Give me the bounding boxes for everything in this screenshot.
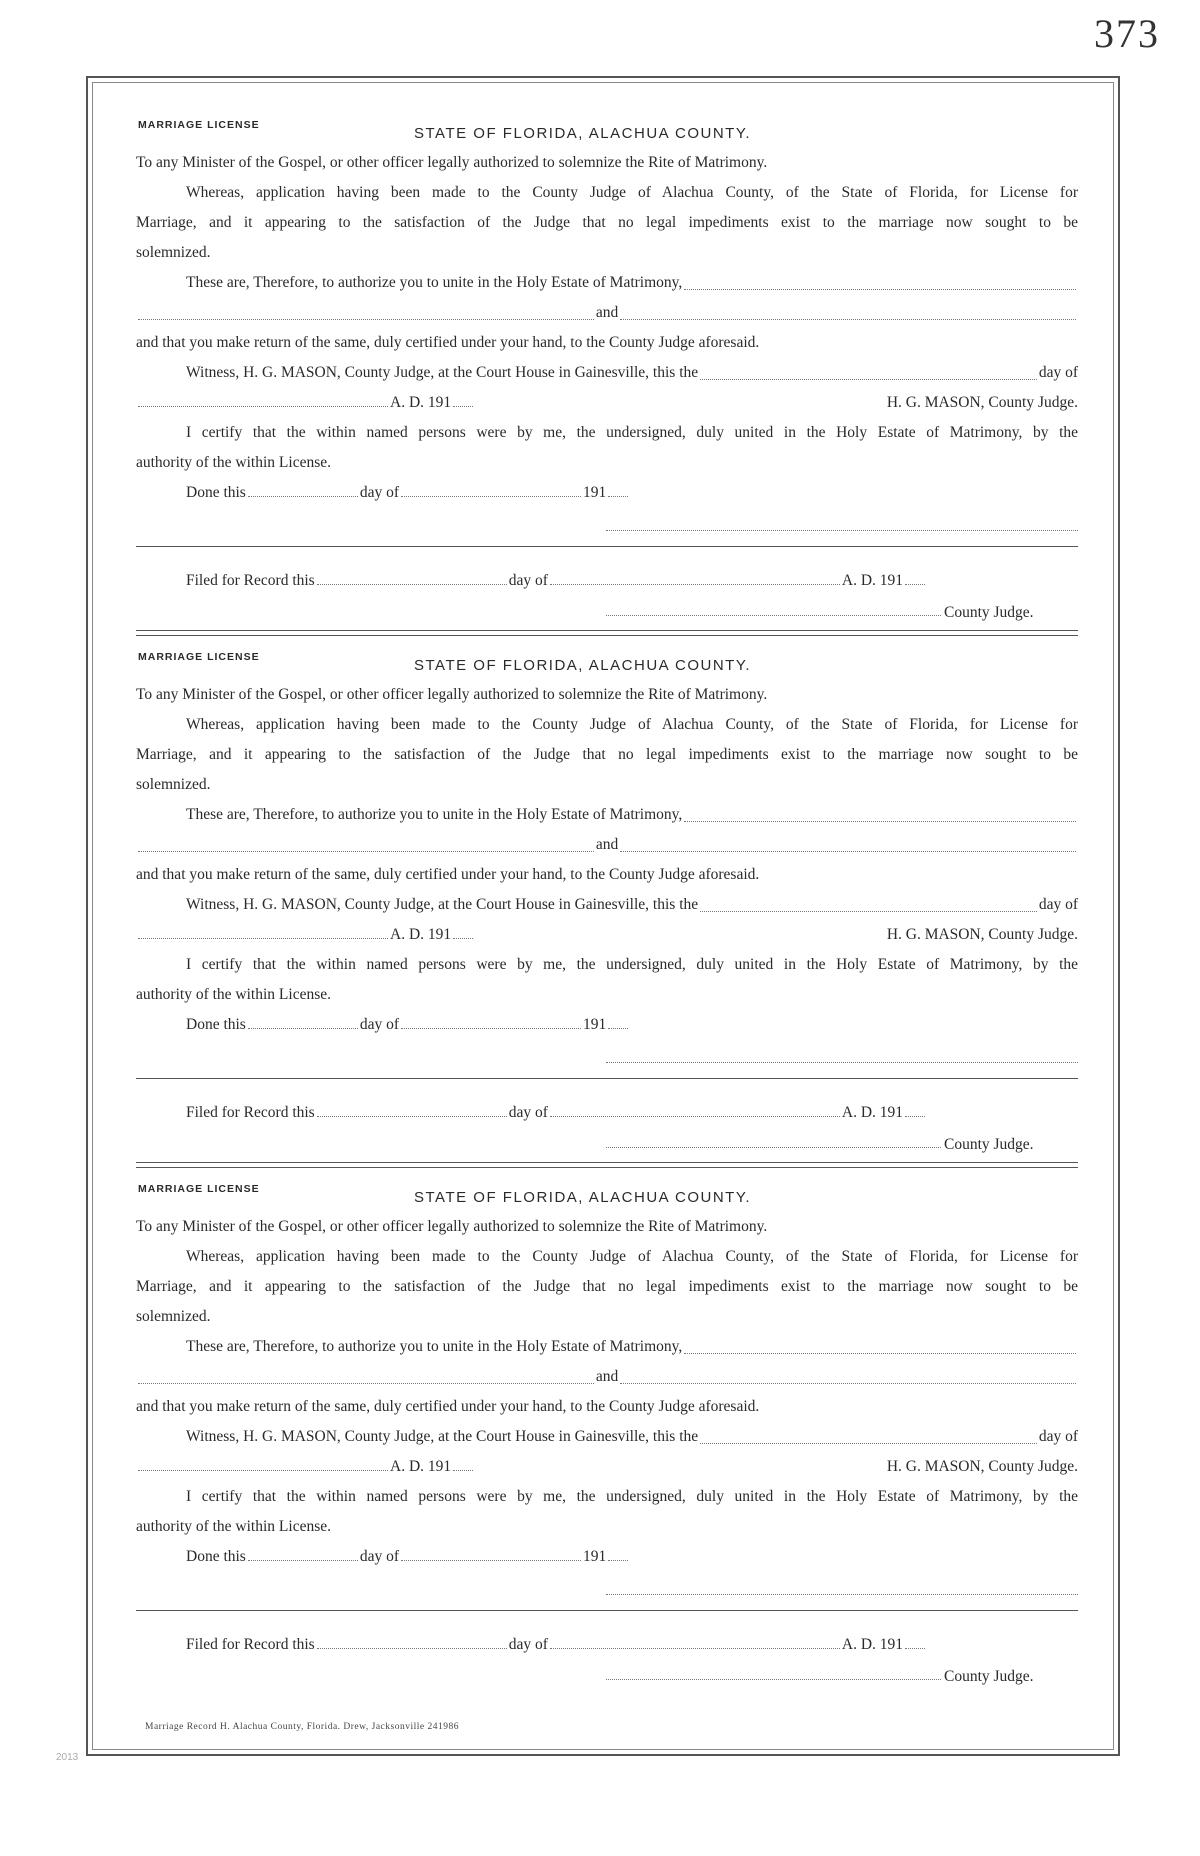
- and-word: and: [595, 304, 619, 321]
- done-year-blank[interactable]: [608, 1560, 628, 1561]
- license-title: STATE OF FLORIDA, ALACHUA COUNTY.: [414, 1189, 752, 1206]
- whereas-line: Whereas, application having been made to the County Judge of Alachua County, of the State of Florida, for License for: [186, 184, 1078, 201]
- and-word: and: [595, 836, 619, 853]
- filed-ad-label: A. D. 191: [841, 1636, 904, 1653]
- filed-label: Filed for Record this: [186, 1104, 315, 1121]
- county-judge-label: County Judge.: [944, 1136, 1034, 1153]
- officiant-signature-blank[interactable]: [606, 1594, 1078, 1595]
- done-day-of-label: day of: [359, 1016, 400, 1033]
- witness-line: Witness, H. G. MASON, County Judge, at the Court House in Gainesville, this the: [186, 896, 699, 913]
- done-this-label: Done this: [186, 1548, 246, 1565]
- done-day-blank[interactable]: [248, 1560, 358, 1561]
- month-blank[interactable]: [138, 1470, 388, 1471]
- license-label: MARRIAGE LICENSE: [138, 1183, 260, 1195]
- return-line: and that you make return of the same, duly certified under your hand, to the County Judge aforesaid.: [136, 866, 760, 883]
- return-line: and that you make return of the same, duly certified under your hand, to the County Judge aforesaid.: [136, 334, 760, 351]
- county-judge-label: County Judge.: [944, 1668, 1034, 1685]
- filed-label: Filed for Record this: [186, 572, 315, 589]
- month-blank[interactable]: [138, 406, 388, 407]
- done-year-blank[interactable]: [608, 496, 628, 497]
- certify-line: I certify that the within named persons were by me, the undersigned, duly united in the Holy Estate of Matrimony, by the: [186, 424, 1078, 441]
- name-blank-2[interactable]: [138, 851, 594, 852]
- page-number: 373: [1094, 11, 1160, 56]
- address-line: To any Minister of the Gospel, or other officer legally authorized to solemnize the Rite of Matrimony.: [136, 686, 768, 703]
- witness-day-blank[interactable]: [700, 911, 1037, 912]
- year-blank[interactable]: [453, 938, 473, 939]
- done-this-label: Done this: [186, 484, 246, 501]
- year-blank[interactable]: [453, 406, 473, 407]
- filed-day-blank[interactable]: [317, 584, 507, 585]
- filed-day-of-label: day of: [508, 1104, 548, 1121]
- done-day-blank[interactable]: [248, 496, 358, 497]
- judge-signature-text: H. G. MASON, County Judge.: [886, 926, 1078, 943]
- day-of-label: day of: [1038, 364, 1078, 381]
- filed-ad-label: A. D. 191: [841, 1104, 904, 1121]
- filed-month-blank[interactable]: [550, 1648, 840, 1649]
- day-of-label: day of: [1038, 896, 1078, 913]
- section-rule: [136, 1610, 1078, 1611]
- authorize-line: These are, Therefore, to authorize you to unite in the Holy Estate of Matrimony,: [186, 1338, 683, 1355]
- done-year-label: 191: [583, 1016, 607, 1033]
- license-label: MARRIAGE LICENSE: [138, 651, 260, 663]
- authority-line: authority of the within License.: [136, 1518, 331, 1535]
- judge-signature-text: H. G. MASON, County Judge.: [886, 394, 1078, 411]
- officiant-signature-blank[interactable]: [606, 1062, 1078, 1063]
- appearing-line: Marriage, and it appearing to the satisfaction of the Judge that no legal impediments exist to the marriage now sought to be: [136, 746, 1078, 763]
- filed-day-of-label: day of: [508, 1636, 548, 1653]
- filed-ad-label: A. D. 191: [841, 572, 904, 589]
- name-blank-3[interactable]: [620, 851, 1076, 852]
- witness-line: Witness, H. G. MASON, County Judge, at the Court House in Gainesville, this the: [186, 364, 699, 381]
- done-year-label: 191: [583, 484, 607, 501]
- filed-year-blank[interactable]: [905, 584, 925, 585]
- name-blank-1[interactable]: [684, 289, 1076, 290]
- witness-day-blank[interactable]: [700, 1443, 1037, 1444]
- done-day-of-label: day of: [359, 1548, 400, 1565]
- address-line: To any Minister of the Gospel, or other officer legally authorized to solemnize the Rite of Matrimony.: [136, 1218, 768, 1235]
- filed-label: Filed for Record this: [186, 1636, 315, 1653]
- license-title: STATE OF FLORIDA, ALACHUA COUNTY.: [414, 125, 752, 142]
- county-judge-signature-blank[interactable]: [606, 1147, 941, 1148]
- judge-signature-text: H. G. MASON, County Judge.: [886, 1458, 1078, 1475]
- whereas-line: Whereas, application having been made to the County Judge of Alachua County, of the State of Florida, for License for: [186, 1248, 1078, 1265]
- appearing-line: Marriage, and it appearing to the satisfaction of the Judge that no legal impediments exist to the marriage now sought to be: [136, 1278, 1078, 1295]
- solemnized-line: solemnized.: [136, 776, 211, 793]
- authorize-line: These are, Therefore, to authorize you to unite in the Holy Estate of Matrimony,: [186, 806, 683, 823]
- return-line: and that you make return of the same, duly certified under your hand, to the County Judge aforesaid.: [136, 1398, 760, 1415]
- name-blank-1[interactable]: [684, 1353, 1076, 1354]
- done-day-blank[interactable]: [248, 1028, 358, 1029]
- ad-label: A. D. 191: [390, 1458, 452, 1475]
- certify-line: I certify that the within named persons were by me, the undersigned, duly united in the Holy Estate of Matrimony, by the: [186, 1488, 1078, 1505]
- month-blank[interactable]: [138, 938, 388, 939]
- done-day-of-label: day of: [359, 484, 400, 501]
- authority-line: authority of the within License.: [136, 986, 331, 1003]
- done-month-blank[interactable]: [401, 1560, 581, 1561]
- name-blank-3[interactable]: [620, 1383, 1076, 1384]
- county-judge-signature-blank[interactable]: [606, 615, 941, 616]
- done-this-label: Done this: [186, 1016, 246, 1033]
- witness-line: Witness, H. G. MASON, County Judge, at the Court House in Gainesville, this the: [186, 1428, 699, 1445]
- county-judge-signature-blank[interactable]: [606, 1679, 941, 1680]
- ad-label: A. D. 191: [390, 394, 452, 411]
- section-rule: [136, 546, 1078, 547]
- done-month-blank[interactable]: [401, 1028, 581, 1029]
- license-label: MARRIAGE LICENSE: [138, 119, 260, 131]
- name-blank-2[interactable]: [138, 319, 594, 320]
- solemnized-line: solemnized.: [136, 1308, 211, 1325]
- filed-month-blank[interactable]: [550, 584, 840, 585]
- address-line: To any Minister of the Gospel, or other officer legally authorized to solemnize the Rite of Matrimony.: [136, 154, 768, 171]
- license-title: STATE OF FLORIDA, ALACHUA COUNTY.: [414, 657, 752, 674]
- authorize-line: These are, Therefore, to authorize you to unite in the Holy Estate of Matrimony,: [186, 274, 683, 291]
- filed-month-blank[interactable]: [550, 1116, 840, 1117]
- whereas-line: Whereas, application having been made to the County Judge of Alachua County, of the State of Florida, for License for: [186, 716, 1078, 733]
- name-blank-1[interactable]: [684, 821, 1076, 822]
- appearing-line: Marriage, and it appearing to the satisfaction of the Judge that no legal impediments exist to the marriage now sought to be: [136, 214, 1078, 231]
- county-judge-label: County Judge.: [944, 604, 1034, 621]
- day-of-label: day of: [1038, 1428, 1078, 1445]
- officiant-signature-blank[interactable]: [606, 530, 1078, 531]
- solemnized-line: solemnized.: [136, 244, 211, 261]
- ad-label: A. D. 191: [390, 926, 452, 943]
- archive-stamp: 2013: [56, 1752, 79, 1763]
- filed-year-blank[interactable]: [905, 1116, 925, 1117]
- filed-year-blank[interactable]: [905, 1648, 925, 1649]
- witness-day-blank[interactable]: [700, 379, 1037, 380]
- and-word: and: [595, 1368, 619, 1385]
- authority-line: authority of the within License.: [136, 454, 331, 471]
- done-year-blank[interactable]: [608, 1028, 628, 1029]
- name-blank-2[interactable]: [138, 1383, 594, 1384]
- filed-day-blank[interactable]: [317, 1648, 507, 1649]
- certify-line: I certify that the within named persons were by me, the undersigned, duly united in the Holy Estate of Matrimony, by the: [186, 956, 1078, 973]
- section-rule: [136, 1078, 1078, 1079]
- name-blank-3[interactable]: [620, 319, 1076, 320]
- filed-day-blank[interactable]: [317, 1116, 507, 1117]
- footer-imprint: Marriage Record H. Alachua County, Florida. Drew, Jacksonville 241986: [145, 1722, 459, 1732]
- year-blank[interactable]: [453, 1470, 473, 1471]
- license-separator: [136, 1162, 1078, 1168]
- done-year-label: 191: [583, 1548, 607, 1565]
- filed-day-of-label: day of: [508, 572, 548, 589]
- done-month-blank[interactable]: [401, 496, 581, 497]
- license-separator: [136, 630, 1078, 636]
